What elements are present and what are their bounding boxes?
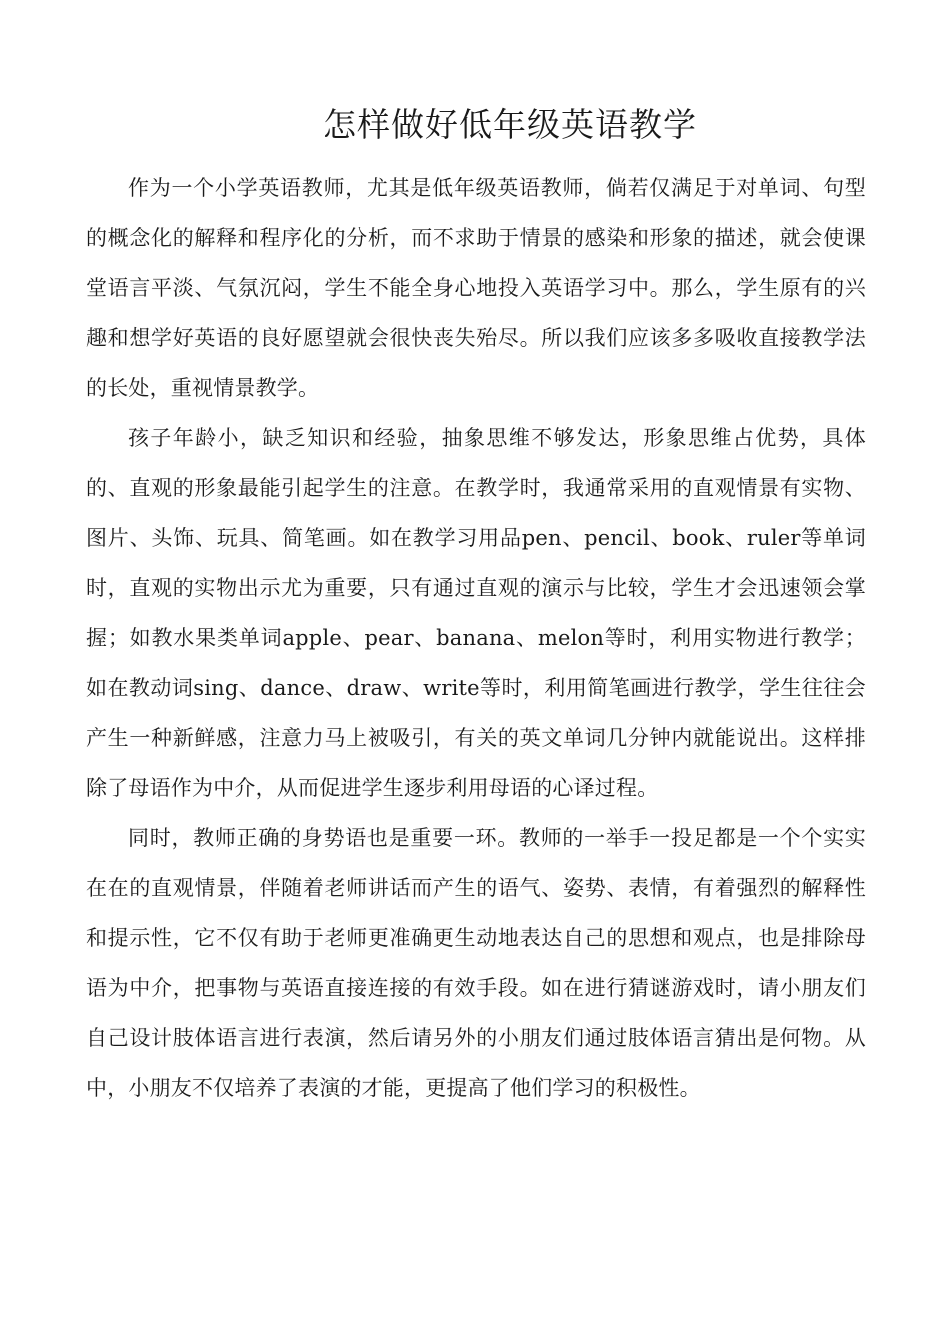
document-title: 怎样做好低年级英语教学 — [323, 105, 697, 144]
paragraph-2: 孩子年龄小，缺乏知识和经验，抽象思维不够发达，形象思维占优势，具体的、直观的形象最能引起学生的注意。在教学时，我通常采用的直观情景有实物、图片、头饰、玩具、简笔画。如在教学习用品pen、pencil、book、ruler等单词时，直观的实物出示尤为重要，只有通过直观的演示与比较，学生才会迅速领会掌握；如教水果类单词apple、pear、banana、melon等时，利用实物进行教学；如在教动词sing、dance、draw、write等时，利用简笔画进行教学，学生往往会产生一种新鲜感，注意力马上被吸引，有关的英文单词几分钟内就能说出。这样排除了母语作为中介，从而促进学生逐步利用母语的心译过程。 — [86, 426, 866, 800]
paragraph-3: 同时，教师正确的身势语也是重要一环。教师的一举手一投足都是一个个实实在在的直观情景，伴随着老师讲话而产生的语气、姿势、表情，有着强烈的解释性和提示性，它不仅有助于老师更准确更生动地表达自己的思想和观点，也是排除母语为中介，把事物与英语直接连接的有效手段。如在进行猜谜游戏时，请小朋友们自己设计肢体语言进行表演，然后请另外的小朋友们通过肢体语言猜出是何物。从中，小朋友不仅培养了表演的才能，更提高了他们学习的积极性。 — [86, 826, 866, 1100]
document-body — [86, 163, 866, 1113]
paragraph-1: 作为一个小学英语教师，尤其是低年级英语教师，倘若仅满足于对单词、句型的概念化的解释和程序化的分析，而不求助于情景的感染和形象的描述，就会使课堂语言平淡、气氛沉闷，学生不能全身心地投入英语学习中。那么，学生原有的兴趣和想学好英语的良好愿望就会很快丧失殆尽。所以我们应该多多吸收直接教学法的长处，重视情景教学。 — [86, 176, 866, 400]
